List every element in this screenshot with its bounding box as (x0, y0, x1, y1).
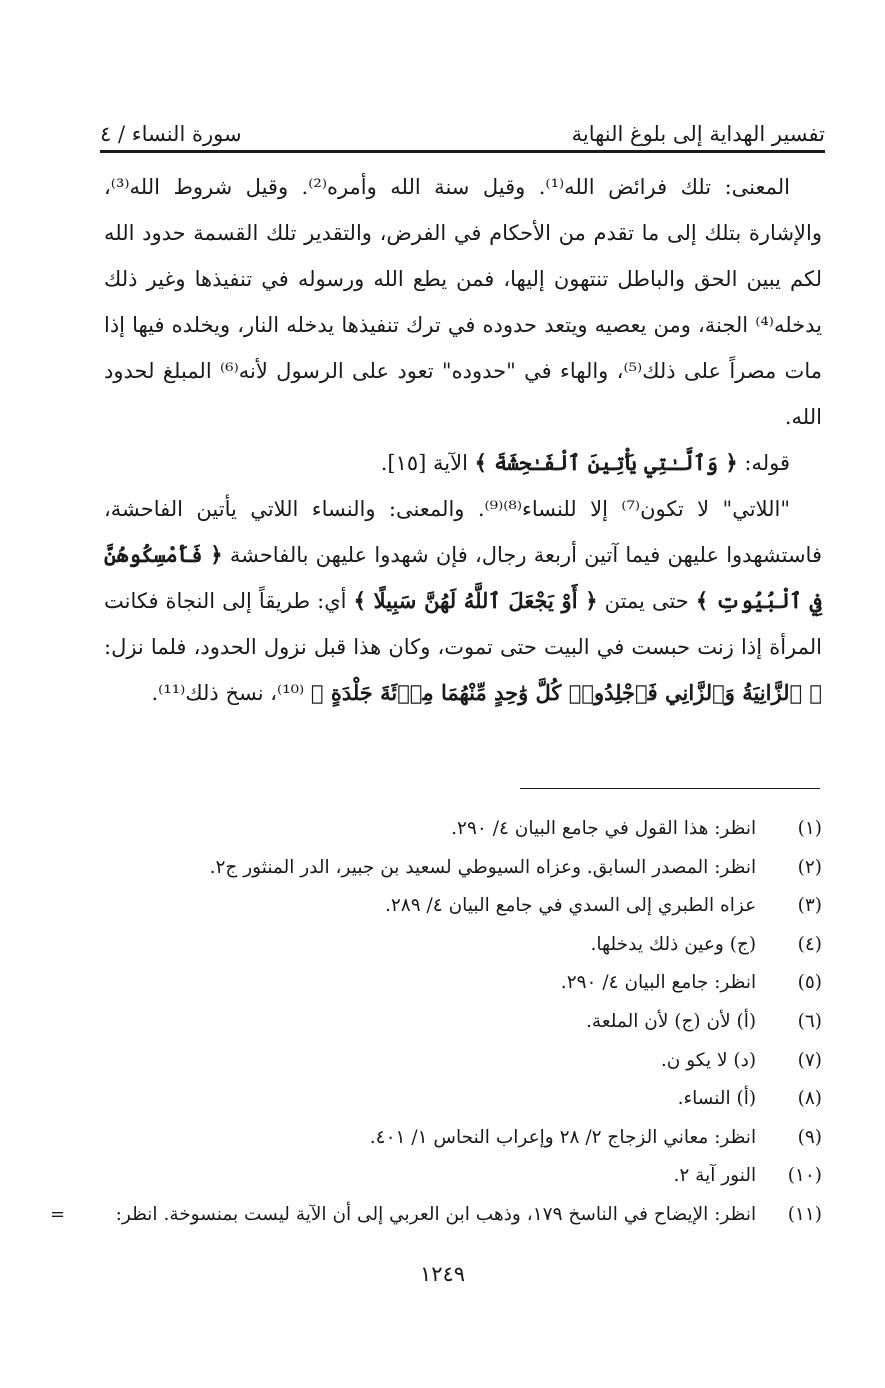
paragraph-meaning-text: المعنى: تلك فرائض الله⁽¹⁾. وقيل سنة الله وأمره⁽²⁾. وقيل شروط الله⁽³⁾، والإشارة بتلك إلى ما تقدم من الأحكام في الفرض، والتقدير تلك القسمة حدود الله لكم يبين الحق والباطل تنتهون إليها، فمن يطع الله ورسوله في تنفيذها وغير ذلك يدخله⁽⁴⁾ الجنة، ومن يعصيه ويتعد حدوده في ترك تنفيذها يدخله النار، ويخلده فيها إذا مات مصراً على ذلك⁽⁵⁾، والهاء في "حدوده" تعود على الرسول لأنه⁽⁶⁾ المبلغ لحدود الله. (104, 175, 822, 429)
page-number: ١٢٤٩ (419, 1262, 466, 1286)
footnote-number: (٤) (797, 933, 822, 955)
footnote-item (50, 926, 822, 965)
footnote-number: (١) (797, 818, 822, 839)
verse-ref: الآية [١٥]. (380, 451, 468, 475)
footnote-text: انظر: الإيضاح في الناسخ ١٧٩، وذهب ابن العربي إلى أن الآية ليست بمنسوخة. انظر: (115, 1203, 757, 1225)
footnote-number: (٢) (797, 856, 822, 878)
footnote-item (50, 964, 822, 1003)
footnotes (50, 810, 822, 1235)
verse-quote: ﴿ وَٱلَّـٰتِي يَأْتِينَ ٱلْفَـٰحِشَةَ ﴾ (474, 450, 738, 475)
paragraph-verse-heading (104, 440, 822, 486)
footnote-number: (٩) (797, 1126, 822, 1148)
footnote-text: انظر: جامع البيان ٤/ ٢٩٠. (560, 972, 757, 994)
explanation-text-a: "اللاتي" لا تكون⁽⁷⁾ إلا للنساء⁽⁸⁾⁽⁹⁾. والمعنى: والنساء اللاتي يأتين الفاحشة، فاستشهدوا عليهن فيما آتين أربعة رجال، فإن شهدوا عليهن بالفاحشة (104, 497, 822, 567)
explanation-text-d: ⁽¹⁰⁾، نسخ ذلك⁽¹¹⁾. (151, 681, 305, 705)
footnote-item (50, 887, 822, 926)
footnote-item (50, 1003, 822, 1042)
quran-quote-adulterers: ﴿ ٱلزَّانِيَةُ وَٱلزَّانِي فَٱجْلِدُوا۟ كُلَّ وَٰحِدٍ مِّنْهُمَا مِا۟ئَةَ جَلْدَةٍ ﴾ (310, 680, 822, 705)
quran-quote-way: ﴿ أَوْ يَجْعَلَ ٱللَّهُ لَهُنَّ سَبِيلًا ﴾ (353, 588, 598, 613)
footnote-text: انظر: معاني الزجاج ٢/ ٢٨ وإعراب النحاس ١/ ٤٠١. (369, 1126, 757, 1148)
footnote-item (50, 810, 822, 849)
footnote-number: (١٠) (787, 1165, 822, 1187)
footnote-item (50, 1119, 822, 1158)
footnote-text: انظر: هذا القول في جامع البيان ٤/ ٢٩٠. (451, 818, 757, 839)
paragraph-meaning (104, 164, 822, 440)
surah-label: سورة النساء / ٤ (100, 122, 242, 146)
footnote-text: (أ) لأن (ج) لأن الملعة. (586, 1010, 757, 1032)
footnote-text: انظر: المصدر السابق. وعزاه السيوطي لسعيد بن جبير، الدر المنثور ج٢. (209, 856, 757, 878)
explanation-text-b: حتى يمتن (604, 589, 689, 613)
quran-quote-confine: ﴿ فَأَمْسِكُوهُنَّ فِي ٱلْبُيُوتِ ﴾ (104, 542, 822, 613)
paragraph-explanation (104, 486, 822, 716)
footnote-item (50, 1196, 822, 1235)
footnote-text: النور آية ٢. (673, 1165, 757, 1187)
footnote-item (50, 849, 822, 888)
book-title: تفسير الهداية إلى بلوغ النهاية (571, 122, 825, 146)
footnote-number: (١١) (787, 1203, 822, 1225)
footnote-text: (ج) وعين ذلك يدخلها. (590, 933, 757, 955)
footnote-number: (٧) (797, 1049, 822, 1071)
footnote-text: عزاه الطبري إلى السدي في جامع البيان ٤/ ٢٨٩. (384, 895, 757, 917)
footnote-text: (د) لا يكو ن. (660, 1049, 757, 1071)
footnote-number: (٣) (797, 895, 822, 917)
footnote-item (50, 1080, 822, 1119)
explanation-text-c: أي: طريقاً إلى النجاة فكانت المرأة إذا زنت حبست في البيت حتى تموت، وكان هذا قبل نزول الحدود، فلما نزل: (104, 589, 822, 659)
verse-intro: قوله: (744, 451, 790, 475)
footnote-continue-mark: = (50, 1203, 66, 1225)
footnote-rule (520, 788, 820, 789)
running-header (100, 110, 825, 146)
footnote-number: (٦) (797, 1010, 822, 1032)
footnote-number: (٥) (797, 972, 822, 994)
footnote-item (50, 1042, 822, 1081)
header-rule (100, 150, 825, 153)
footnote-item (50, 1157, 822, 1196)
footnote-number: (٨) (797, 1088, 822, 1110)
main-text (104, 164, 822, 716)
footnote-text: (أ) النساء. (677, 1088, 757, 1110)
